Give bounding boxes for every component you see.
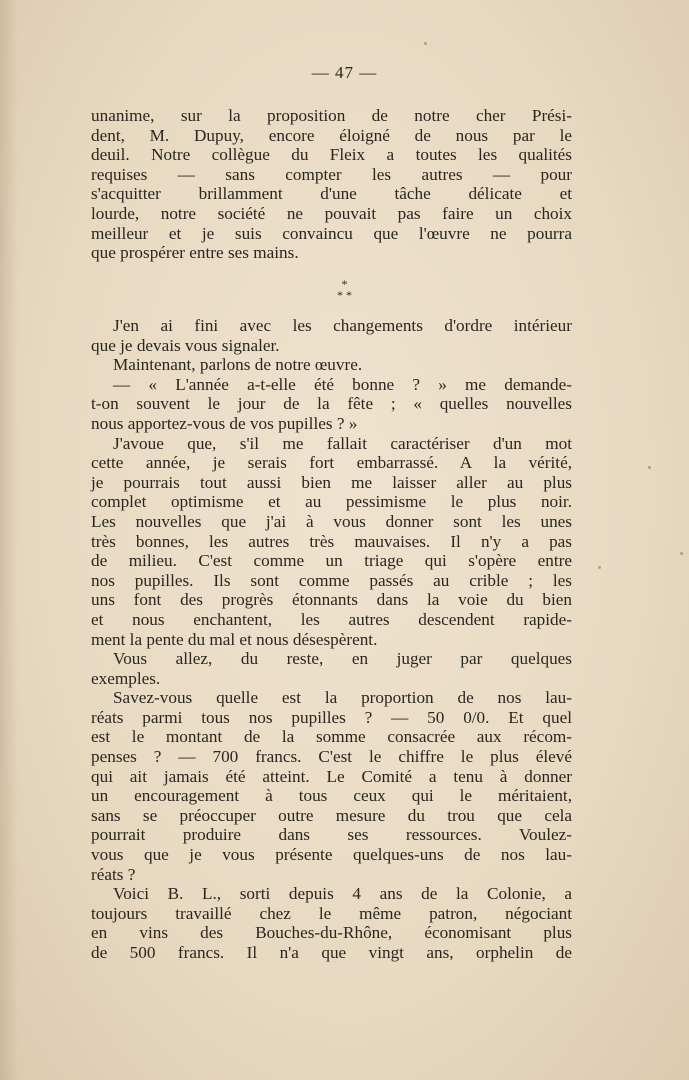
text-line: nous apportez-vous de vos pupilles ? » [91,413,358,433]
text-line: deuil. Notre collègue du Fleix a toutes les qualités [91,145,572,165]
text-line: J'en ai fini avec les changements d'ordre intérieur [113,316,572,335]
text-line: réats ? [91,864,136,884]
text-line: cette année, je serais fort embarrassé. A la vérité, [91,453,572,473]
text-line: nos pupilles. Ils sont comme passés au crible ; les [91,570,572,590]
text-line: unanime, sur la proposition de notre cher Prési- [91,106,572,125]
text-line: penses ? — 700 francs. C'est le chiffre le plus élevé [91,747,572,767]
text-line: pourrait produire dans ses ressources. Voulez- [91,825,572,845]
text-line: je pourrais tout aussi bien me laisser aller au plus [91,472,572,492]
section-asterism [0,279,689,301]
text-line: est le montant de la somme consacrée aux récom- [91,727,572,747]
text-line: complet optimisme et au pessimisme le plus noir. [91,492,572,512]
text-line: un encouragement à tous ceux qui le méritaient, [91,786,572,806]
text-line: et nous enchantent, les autres descendent rapide- [91,609,572,629]
text-line: — « L'année a-t-elle été bonne ? » me demande- [113,374,572,394]
text-line: toujours travaillé chez le même patron, négociant [91,903,572,923]
asterism-top: * [341,277,348,291]
text-line: s'acquitter brillamment d'une tâche délicate et [91,184,572,204]
text-line: dent, M. Dupuy, encore éloigné de nous par le [91,125,572,145]
text-line: de 500 francs. Il n'a que vingt ans, orphelin de [91,943,572,962]
text-line: qui ait jamais été atteint. Le Comité a tenu à donner [91,766,572,786]
text-line: vous que je vous présente quelques-uns de nos lau- [91,845,572,865]
text-line: Les nouvelles que j'ai à vous donner sont les unes [91,511,572,531]
text-line: Voici B. L., sorti depuis 4 ans de la Colonie, a [113,884,572,904]
text-line: meilleur et je suis convaincu que l'œuvre ne pourra [91,223,572,243]
page-number: — 47 — [311,63,378,82]
text-line: lourde, notre société ne pouvait pas faire un choix [91,203,572,223]
paper-speck [598,566,601,569]
text-block-upper [91,106,572,263]
text-line: sans se préoccuper outre mesure du trou que cela [91,805,572,825]
text-line: ment la pente du mal et nous désespèrent. [91,629,378,649]
text-line: réats parmi tous nos pupilles ? — 50 0/0. Et quel [91,707,572,727]
paper-speck [424,42,427,45]
text-line: Vous allez, du reste, en juger par quelques [113,649,572,669]
text-line: requises — sans compter les autres — pour [91,164,572,184]
text-line: en vins des Bouches-du-Rhône, économisant plus [91,923,572,943]
asterism-bottom: * * [337,288,352,302]
text-line: Maintenant, parlons de notre œuvre. [113,355,363,375]
paper-speck [680,552,683,555]
text-block-lower [91,316,572,963]
text-line: exemples. [91,668,161,688]
text-line: que prospérer entre ses mains. [91,243,299,263]
text-line: uns font des progrès étonnants dans la voie du bien [91,590,572,610]
text-line: de milieu. C'est comme un triage qui s'opère entre [91,551,572,571]
text-line: Savez-vous quelle est la proportion de nos lau- [113,688,572,708]
text-line: t-on souvent le jour de la fête ; « quelles nouvelles [91,394,572,414]
paper-speck [648,466,651,469]
text-line: J'avoue que, s'il me fallait caractériser d'un mot [113,433,572,453]
page-binding-shadow [0,0,18,1080]
text-line: que je devais vous signaler. [91,335,280,355]
text-line: très bonnes, les autres très mauvaises. Il n'y a pas [91,531,572,551]
